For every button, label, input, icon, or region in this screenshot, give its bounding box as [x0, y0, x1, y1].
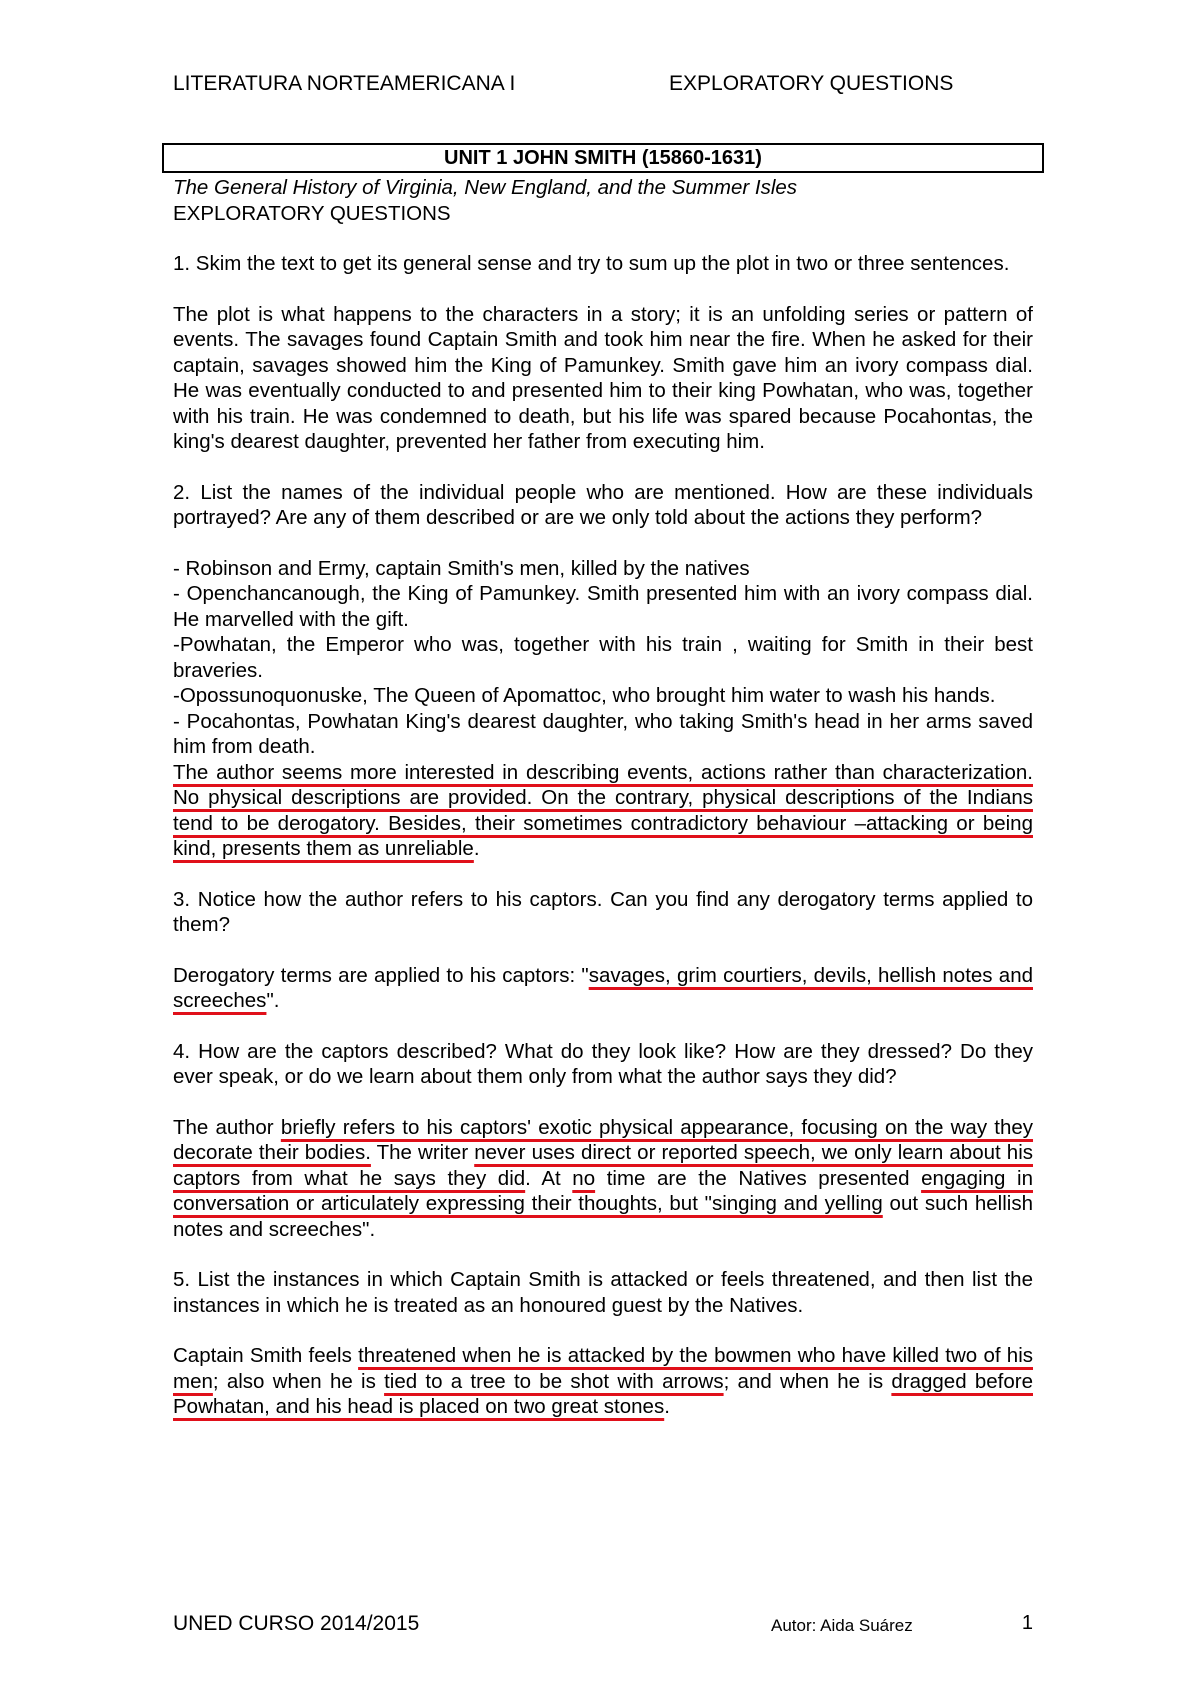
answer-1: The plot is what happens to the characters in a story; it is an unfolding series or pattern of events. The savages found Captain Smith and took him near the fire. When he asked for their captain, savages showed him the King of Pamunkey. Smith gave him an ivory compass dial. He was eventually conducted to and presented him to their king Powhatan, who was, together with his train. He was condemned to death, but his life was spared because Pocahontas, the king's dearest daughter, prevented her father from executing him. [173, 302, 1033, 453]
answer-3: Derogatory terms are applied to his captors: "savages, grim courtiers, devils, hellish notes and screeches". [173, 963, 1033, 1012]
question-5: 5. List the instances in which Captain Smith is attacked or feels threatened, and then list the instances in which he is treated as an honoured guest by the Natives. [173, 1268, 1033, 1317]
footer-course: UNED CURSO 2014/2015 [173, 1612, 420, 1635]
list-item: -Powhatan, the Emperor who was, together with his train , waiting for Smith in their best braveries. [173, 633, 1033, 682]
document-body [173, 175, 1033, 1420]
header-course-title: LITERATURA NORTEAMERICANA I [173, 72, 516, 95]
highlighted-text: tied to a tree to be shot with arrows [384, 1369, 724, 1393]
question-2: 2. List the names of the individual people who are mentioned. How are these individuals portrayed? Are any of them described or are we only told about the actions they perform? [173, 480, 1033, 529]
highlighted-text: threatened when he is attacked by the bowmen who have killed two of his men [173, 1344, 1033, 1393]
question-3: 3. Notice how the author refers to his captors. Can you find any derogatory terms applied to them? [173, 887, 1033, 936]
highlighted-text: engaging in conversation or articulately expressing their thoughts, but "singing and yelling [173, 1166, 1033, 1215]
highlighted-text: savages, grim courtiers, devils, hellish notes and screeches [173, 963, 1033, 1012]
header-section-title: EXPLORATORY QUESTIONS [669, 72, 954, 95]
highlighted-text: dragged before Powhatan, and his head is placed on two great stones [173, 1369, 1033, 1418]
footer-author: Autor: Aida Suárez [771, 1616, 913, 1635]
highlighted-text: no [572, 1166, 596, 1190]
answer-4: The author briefly refers to his captors' exotic physical appearance, focusing on the way they decorate their bodies. The writer never uses direct or reported speech, we only learn about his captors from what he says they did. At no time are the Natives presented engaging in conversation or articulately expressing their thoughts, but "singing and yelling out such hellish notes and screeches". [173, 1115, 1034, 1241]
list-item: -Opossunoquonuske, The Queen of Apomattoc, who brought him water to wash his hands. [173, 684, 996, 707]
work-subtitle: The General History of Virginia, New England, and the Summer Isles [173, 176, 798, 199]
list-item: - Openchancanough, the King of Pamunkey. Smith presented him with an ivory compass dial. He marvelled with the gift. [173, 582, 1033, 631]
answer-2-conclusion: The author seems more interested in describing events, actions rather than characterization. No physical descriptions are provided. On the contrary, physical descriptions of the Indians tend to be derogatory. Besides, their sometimes contradictory behaviour –attacking or being kind, presents them as unreliable. [173, 760, 1033, 860]
highlighted-text: never uses direct or reported speech, we only learn about his captors from what he says they did [173, 1141, 1033, 1190]
page-number: 1 [1021, 1612, 1033, 1634]
list-item: - Pocahontas, Powhatan King's dearest daughter, who taking Smith's head in her arms saved him from death. [173, 709, 1033, 758]
question-4: 4. How are the captors described? What do they look like? How are they dressed? Do they ever speak, or do we learn about them only from what the author says they did? [173, 1039, 1033, 1088]
highlighted-text: briefly refers to his captors' exotic physical appearance, focusing on the way they decorate their bodies. [173, 1115, 1034, 1164]
highlighted-text: The author seems more interested in describing events, actions rather than characterization. No physical descriptions are provided. On the contrary, physical descriptions of the Indians tend to be derogatory. Besides, their sometimes contradictory behaviour –attacking or being kind, presents them as unreliable [173, 760, 1033, 860]
list-item: - Robinson and Ermy, captain Smith's men, killed by the natives [173, 556, 750, 580]
question-1: 1. Skim the text to get its general sense and try to sum up the plot in two or three sentences. [173, 252, 1010, 275]
unit-title-box: UNIT 1 JOHN SMITH (15860-1631) [162, 143, 1044, 173]
answer-5: Captain Smith feels threatened when he is attacked by the bowmen who have killed two of his men; also when he is tied to a tree to be shot with arrows; and when he is dragged before Powhatan, and his head is placed on two great stones. [173, 1344, 1033, 1418]
section-heading: EXPLORATORY QUESTIONS [173, 201, 451, 225]
